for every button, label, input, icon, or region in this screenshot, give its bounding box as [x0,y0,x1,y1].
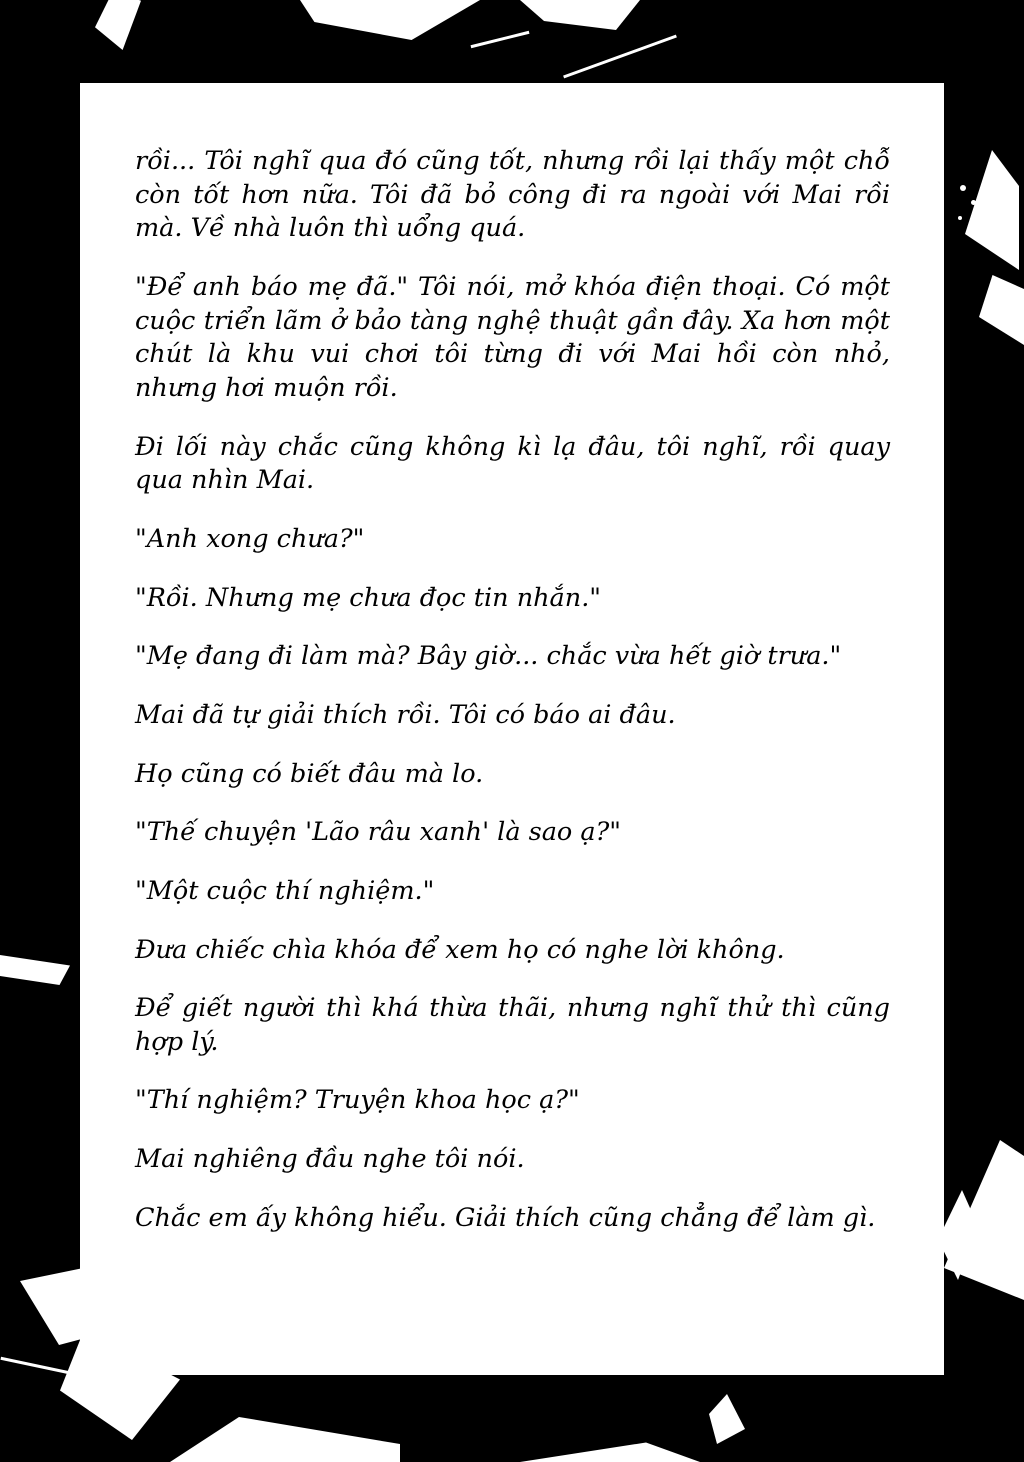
paragraph: "Thí nghiệm? Truyện khoa học ạ?" [135,1085,580,1116]
paragraph: Đưa chiếc chìa khóa để xem họ có nghe lời không. [135,934,785,965]
decorative-shard-icon [95,0,141,50]
novel-text-body [80,83,944,1275]
decorative-line-icon [563,35,677,79]
paragraph: rồi... Tôi nghĩ qua đó cũng tốt, nhưng rồi lại thấy một chỗ còn tốt hơn nữa. Tôi đã bỏ công đi ra ngoài với Mai rồi mà. Về nhà luôn thì uổng quá. [135,146,890,244]
decorative-shard-icon [520,1432,700,1462]
decorative-dot-icon [971,200,976,205]
decorative-shard-icon [705,1394,745,1444]
paragraph: Đi lối này chắc cũng không kì lạ đâu, tôi nghĩ, rồi quay qua nhìn Mai. [135,431,890,496]
decorative-shard-icon [300,0,480,40]
decorative-line-icon [471,31,530,48]
decorative-dot-icon [62,1300,67,1305]
decorative-dot-icon [958,216,962,220]
paragraph: "Rồi. Nhưng mẹ chưa đọc tin nhắn." [135,582,602,613]
decorative-line-icon [0,1357,69,1374]
paragraph: Mai đã tự giải thích rồi. Tôi có báo ai đâu. [135,699,676,730]
paragraph: "Anh xong chưa?" [135,523,365,554]
paragraph: "Một cuộc thí nghiệm." [135,875,435,906]
paragraph: Họ cũng có biết đâu mà lo. [135,758,484,789]
paragraph: "Mẹ đang đi làm mà? Bây giờ... chắc vừa hết giờ trưa." [135,641,842,672]
decorative-shard-icon [0,955,70,985]
decorative-shard-icon [979,275,1024,345]
decorative-dot-icon [960,185,966,191]
decorative-shard-icon [170,1417,400,1462]
paragraph: Mai nghiêng đầu nghe tôi nói. [135,1144,525,1175]
decorative-shard-icon [520,0,640,30]
decorative-shard-icon [944,1140,1024,1300]
paragraph: Chắc em ấy không hiểu. Giải thích cũng chẳng để làm gì. [135,1202,876,1233]
paragraph: Để giết người thì khá thừa thãi, nhưng nghĩ thử thì cũng hợp lý. [135,993,890,1057]
decorative-shard-icon [959,150,1019,270]
decorative-shard-icon [938,1190,978,1280]
paragraph: "Thế chuyện 'Lão râu xanh' là sao ạ?" [135,817,621,848]
text-panel [80,83,944,1375]
paragraph: "Để anh báo mẹ đã." Tôi nói, mở khóa điện thoại. Có một cuộc triển lãm ở bảo tàng nghệ thuật gần đây. Xa hơn một chút là khu vui chơi tôi từng đi với Mai hồi còn nhỏ, nhưng hơi muộn rồi. [135,271,890,403]
